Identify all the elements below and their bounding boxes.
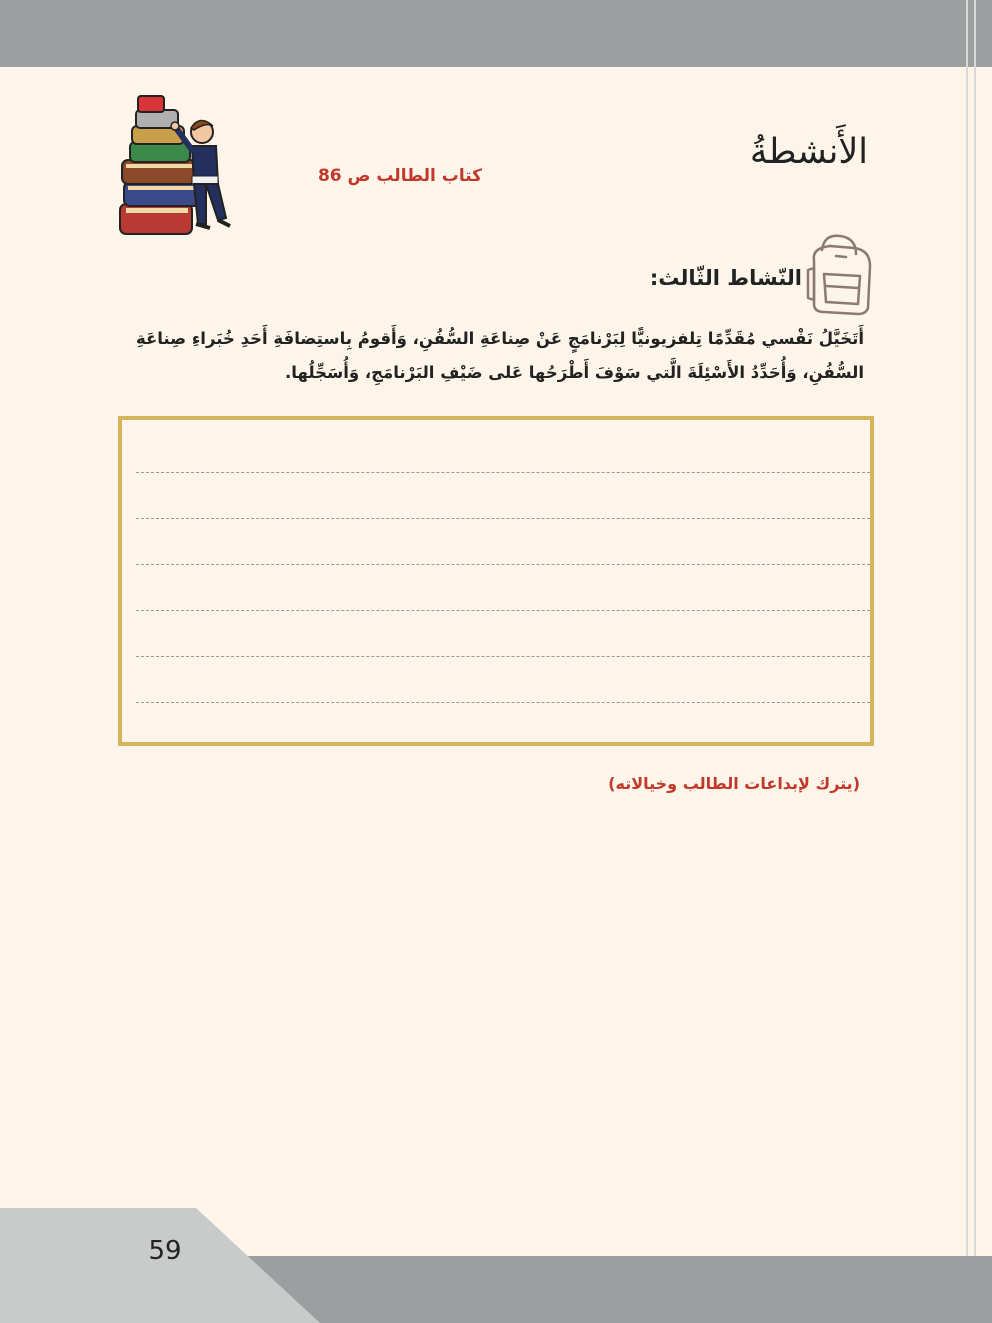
answer-line[interactable] <box>136 564 870 565</box>
activity-instruction: أَتَخَيَّلُ نَفْسي مُقَدِّمًا تِلفزيونيًّا لِبَرْنامَجٍ عَنْ صِناعَةِ السُّفُنِ، وَأَقومُ بِاستِضافَةِ أَحَدِ خُبَراءِ صِناعَةِ السُّفُنِ، وَأُحَدِّدُ الأَسْئِلَةَ الَّتي سَوْفَ أَطْرَحُها عَلى ضَيْفِ البَرْنامَجِ، وَأُسَجِّلُها. <box>135 329 864 382</box>
page-title: الأَنشطةُ <box>749 132 868 172</box>
page-edge-line <box>966 0 968 1323</box>
top-bar <box>0 0 992 67</box>
answer-line[interactable] <box>136 656 870 657</box>
page-number: 59 <box>148 1236 182 1266</box>
page-edge-line <box>974 0 976 1323</box>
answer-line[interactable] <box>136 702 870 703</box>
boy-stacking-books-icon <box>114 92 239 240</box>
answer-line[interactable] <box>136 518 870 519</box>
backpack-icon <box>800 230 876 316</box>
answer-line[interactable] <box>136 472 870 473</box>
student-book-reference: كتاب الطالب ص 86 <box>317 166 483 186</box>
activity-title: النّشاط الثّالث: <box>649 266 802 290</box>
teacher-note: (يترك لإبداعات الطالب وخيالاته) <box>608 774 860 793</box>
answer-box[interactable] <box>118 416 874 746</box>
answer-line[interactable] <box>136 610 870 611</box>
